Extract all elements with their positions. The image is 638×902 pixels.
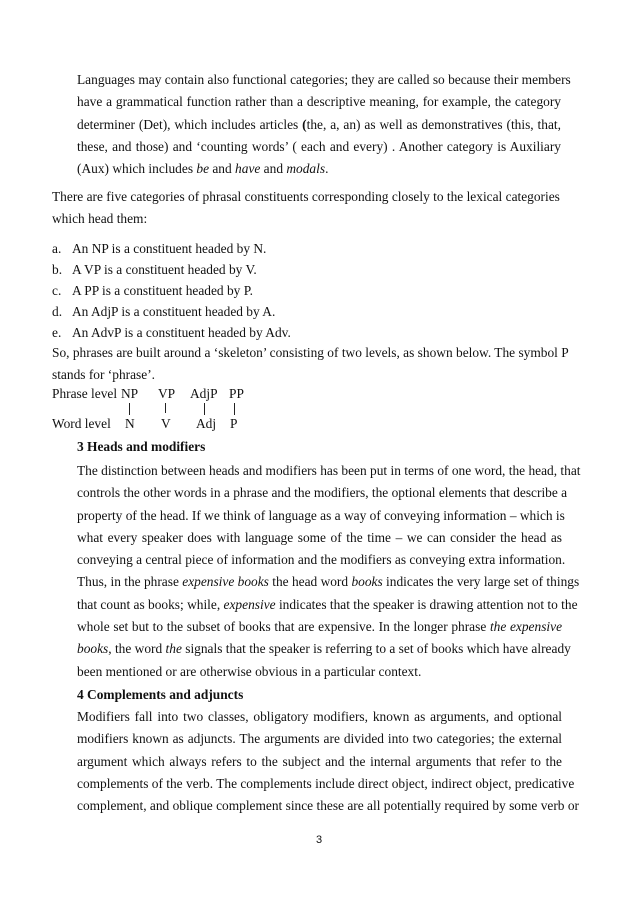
phrasal-constituents-paragraph	[52, 186, 560, 231]
paragraph-line: Languages may contain also functional categories; they are called so because their members	[77, 72, 571, 87]
paragraph-line: what every speaker does with language some of the time – we can consider the head as	[77, 529, 562, 545]
phrase-category: VP	[158, 386, 176, 401]
paragraph-line: (Aux) which includes be and have and modals.	[77, 161, 329, 177]
word-category: V	[161, 416, 171, 431]
section-heading-complements-adjuncts: 4 Complements and adjuncts	[77, 687, 244, 702]
heads-modifiers-paragraph	[77, 460, 581, 683]
phrase-category: PP	[229, 386, 244, 401]
skeleton-paragraph	[52, 342, 569, 387]
paragraph-line: The distinction between heads and modifiers has been put in terms of one word, the head, that	[77, 463, 581, 478]
paragraph-line: modifiers known as adjuncts. The arguments are divided into two categories; the external	[77, 731, 562, 747]
paragraph-line: complement, and oblique complement since these are all potentially required by some verb or	[77, 798, 579, 814]
list-item: d. An AdjP is a constituent headed by A.	[52, 304, 276, 319]
complements-adjuncts-paragraph	[77, 706, 579, 817]
paragraph-line: property of the head. If we think of language as a way of conveying information – which is	[77, 507, 565, 523]
word-level-label: Word level	[52, 416, 111, 431]
paragraph-line: argument which always refers to the subject and the internal arguments that refer to the	[77, 753, 562, 769]
paragraph-line: been mentioned or are otherwise obvious in a particular context.	[77, 663, 422, 679]
list-item: b. A VP is a constituent headed by V.	[52, 262, 257, 277]
page-number: 3	[315, 834, 323, 846]
tree-branch-line	[204, 403, 205, 415]
tree-branch-line	[129, 403, 130, 415]
tree-branch-line	[165, 403, 166, 413]
word-category: N	[125, 416, 135, 431]
word-category: P	[230, 416, 238, 431]
phrase-level-label: Phrase level	[52, 386, 118, 401]
list-item: e. An AdvP is a constituent headed by Adv.	[52, 325, 291, 340]
paragraph-line: Modifiers fall into two classes, obligatory modifiers, known as arguments, and optional	[77, 709, 562, 724]
list-item: c. A PP is a constituent headed by P.	[52, 283, 254, 298]
paragraph-line: which head them:	[52, 211, 148, 227]
functional-categories-paragraph	[77, 69, 571, 180]
paragraph-line: complements of the verb. The complements include direct object, indirect object, predicative	[77, 775, 575, 791]
tree-branch-line	[234, 403, 235, 415]
paragraph-line: whole set but to the subset of books that are expensive. In the longer phrase the expensive	[77, 619, 563, 635]
paragraph-line: books, the word the signals that the speaker is referring to a set of books which have already	[77, 641, 571, 657]
paragraph-line: controls the other words in a phrase and the modifiers, the optional elements that describe a	[77, 485, 568, 501]
phrase-level-diagram	[52, 386, 272, 434]
phrase-category: AdjP	[190, 386, 218, 401]
paragraph-line: stands for ‘phrase’.	[52, 367, 155, 383]
list-item: a. An NP is a constituent headed by N.	[52, 241, 267, 256]
paragraph-line: conveying a central piece of information and the modifiers as conveying extra information.	[77, 552, 566, 568]
paragraph-line: There are five categories of phrasal constituents corresponding closely to the lexical categories	[52, 189, 560, 204]
phrase-category: NP	[121, 386, 139, 401]
section-heading-heads-modifiers: 3 Heads and modifiers	[77, 439, 206, 454]
paragraph-line: Thus, in the phrase expensive books the head word books indicates the very large set of things	[77, 574, 580, 590]
paragraph-line: these, and those) and ‘counting words’ ( each and every) . Another category is Auxiliary	[77, 138, 561, 154]
paragraph-line: determiner (Det), which includes articles (the, a, an) as well as demonstratives (this, that,	[77, 116, 561, 132]
paragraph-line: have a grammatical function rather than a descriptive meaning, for example, the category	[77, 94, 561, 110]
word-category: Adj	[196, 416, 217, 431]
paragraph-line: So, phrases are built around a ‘skeleton’ consisting of two levels, as shown below. The symbol P	[52, 345, 569, 360]
paragraph-line: that count as books; while, expensive indicates that the speaker is drawing attention not to the	[77, 596, 578, 612]
